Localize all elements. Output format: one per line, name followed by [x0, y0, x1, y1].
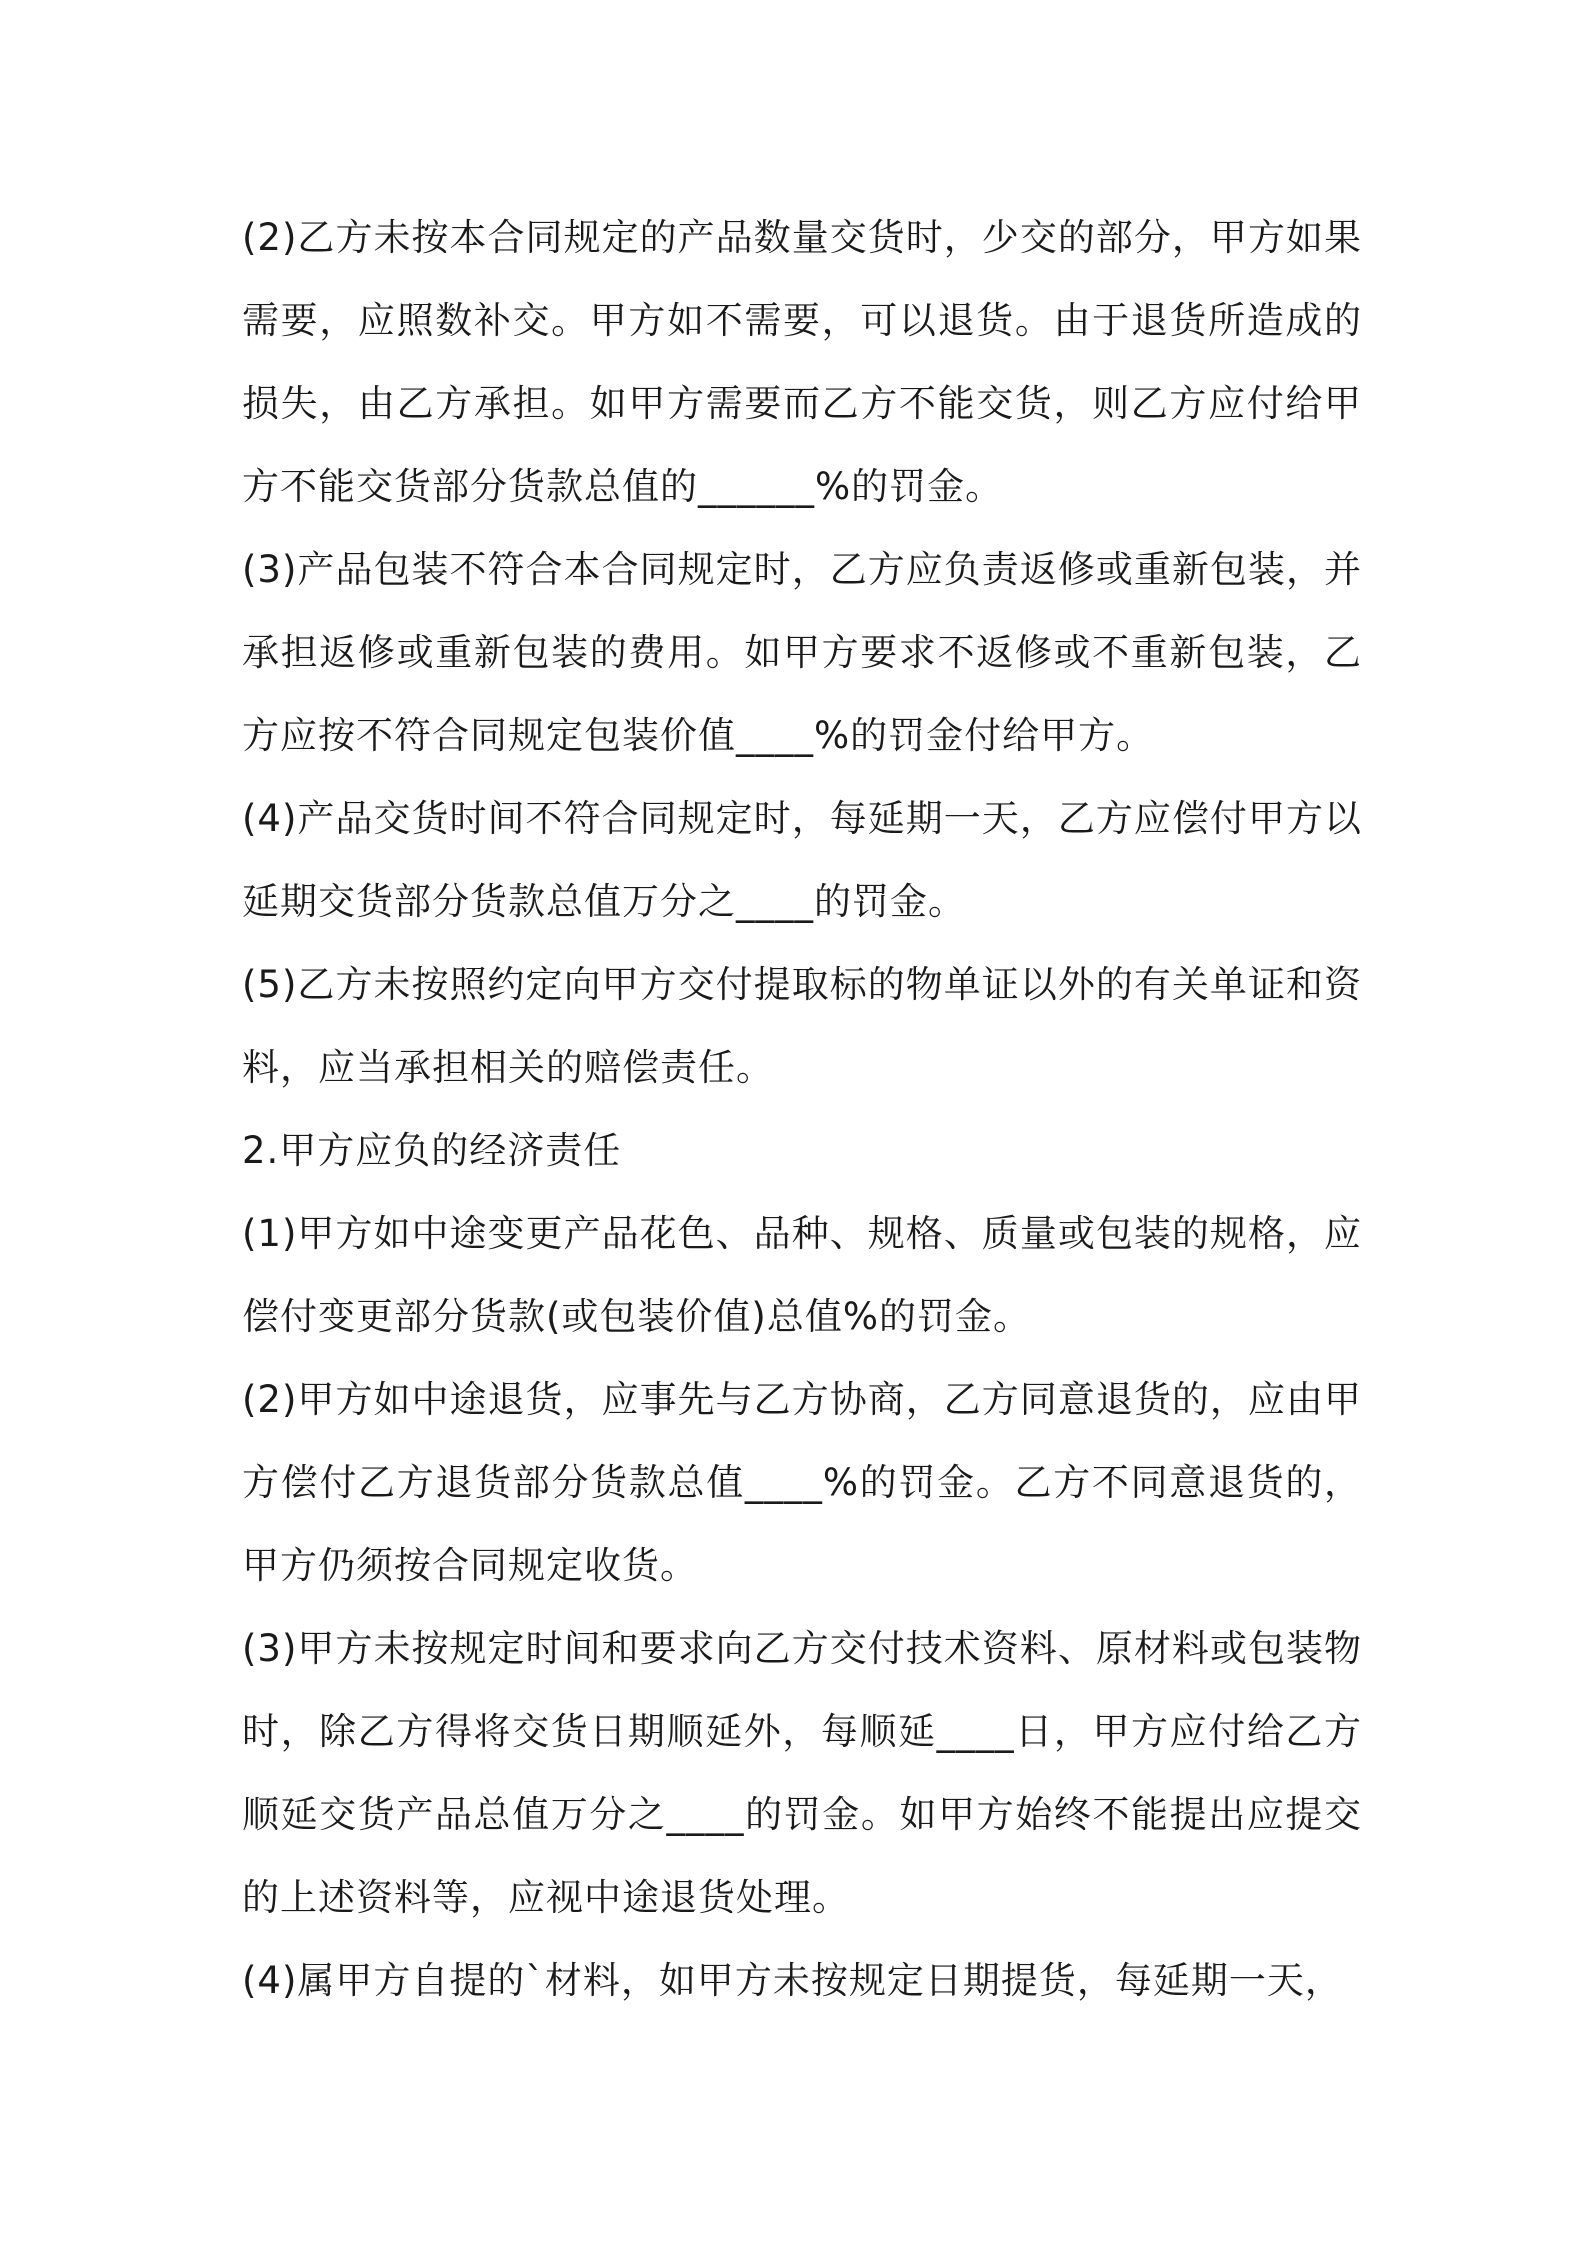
paragraph-4-yi-delivery-time: (4)产品交货时间不符合同规定时，每延期一天，乙方应偿付甲方以延期交货部分货款总值万分之____的罚金。	[242, 797, 1362, 923]
paragraph-4-jia-pickup: (4)属甲方自提的`材料，如甲方未按规定日期提货，每延期一天，	[242, 1959, 1343, 2002]
document-body	[242, 196, 1362, 2022]
section-heading-jia-liability: 2.甲方应负的经济责任	[242, 1129, 622, 1172]
paragraph-3-yi-packaging: (3)产品包装不符合本合同规定时，乙方应负责返修或重新包装，并承担返修或重新包装的费用。如甲方要求不返修或不重新包装，乙方应按不符合同规定包装价值____%的罚金付给甲方。	[242, 548, 1362, 757]
paragraph-1-jia-change: (1)甲方如中途变更产品花色、品种、规格、质量或包装的规格，应偿付变更部分货款(或包装价值)总值%的罚金。	[242, 1212, 1362, 1338]
paragraph-5-yi-documents: (5)乙方未按照约定向甲方交付提取标的物单证以外的有关单证和资料，应当承担相关的赔偿责任。	[242, 963, 1362, 1089]
paragraph-3-jia-materials: (3)甲方未按规定时间和要求向乙方交付技术资料、原材料或包装物时，除乙方得将交货日期顺延外，每顺延____日，甲方应付给乙方顺延交货产品总值万分之____的罚金。如甲方始终不能提出应提交的上述资料等，应视中途退货处理。	[242, 1627, 1362, 1919]
paragraph-2-yi-quantity: (2)乙方未按本合同规定的产品数量交货时，少交的部分，甲方如果需要，应照数补交。甲方如不需要，可以退货。由于退货所造成的损失，由乙方承担。如甲方需要而乙方不能交货，则乙方应付给甲方不能交货部分货款总值的______%的罚金。	[242, 216, 1362, 508]
paragraph-2-jia-return: (2)甲方如中途退货，应事先与乙方协商，乙方同意退货的，应由甲方偿付乙方退货部分货款总值____%的罚金。乙方不同意退货的，甲方仍须按合同规定收货。	[242, 1378, 1362, 1587]
